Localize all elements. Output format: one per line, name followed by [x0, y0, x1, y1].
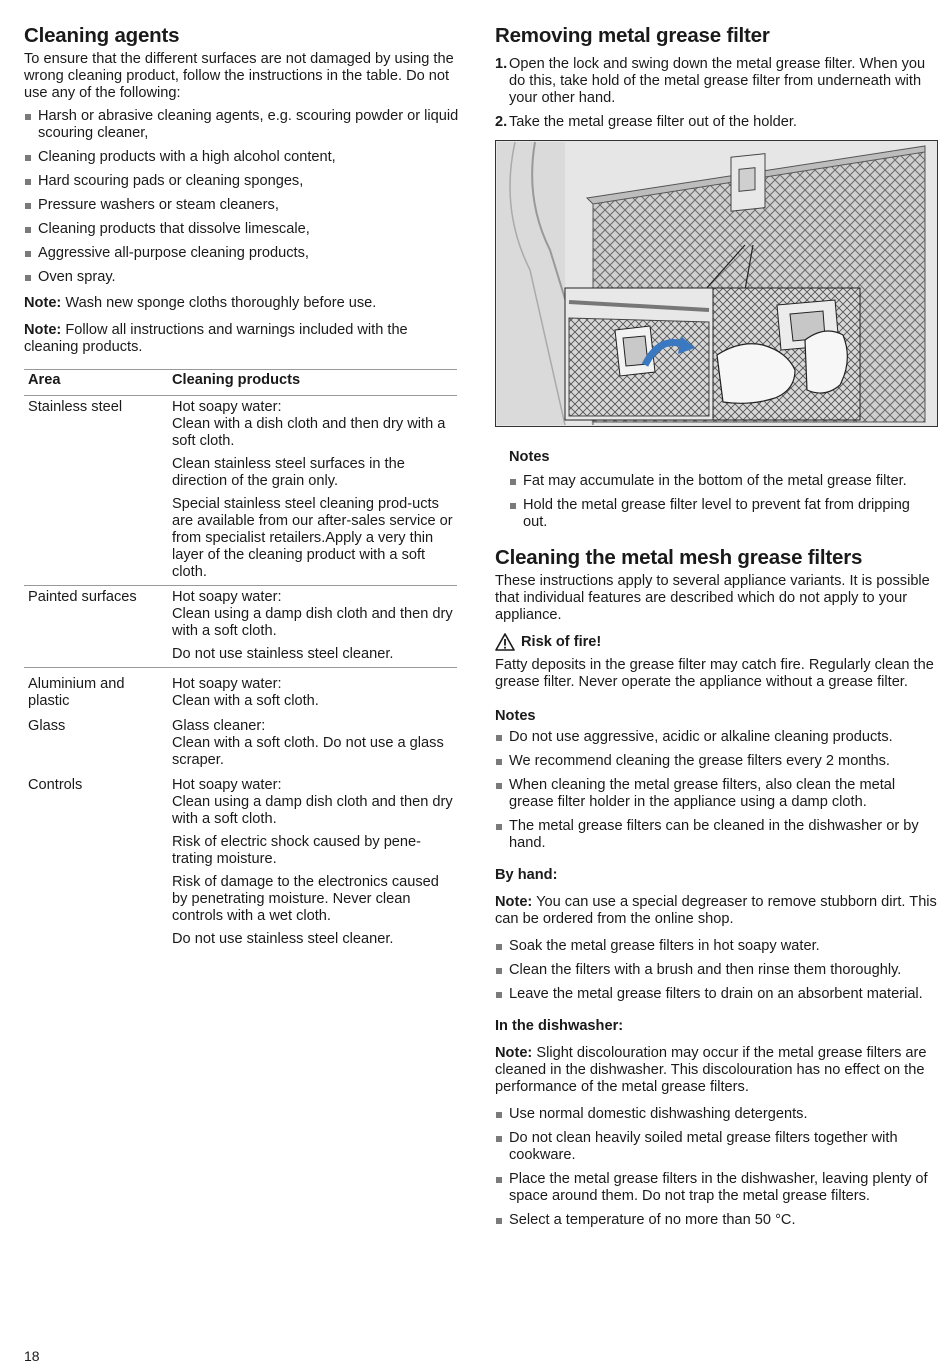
- list-item: The metal grease filters can be cleaned in the dishwasher or by hand.: [495, 818, 938, 852]
- list-item: Leave the metal grease filters to drain on an absorbent material.: [495, 986, 938, 1003]
- removing-steps: [495, 56, 938, 131]
- table-row: [24, 769, 457, 948]
- table-cell-products: [168, 396, 457, 586]
- product-paragraph: Risk of electric shock caused by pene-trating moisture.: [172, 834, 422, 867]
- product-paragraph: Hot soapy water: Clean with a dish cloth and then dry with a soft cloth.: [172, 399, 446, 449]
- by-hand-heading: By hand:: [495, 867, 558, 883]
- list-item: Place the metal grease filters in the dishwasher, leaving plenty of space around them. Do not trap the metal grease filters.: [495, 1171, 938, 1205]
- list-item: Soak the metal grease filters in hot soapy water.: [495, 938, 938, 955]
- list-item: Fat may accumulate in the bottom of the metal grease filter.: [509, 473, 938, 490]
- list-item: We recommend cleaning the grease filters every 2 months.: [495, 753, 938, 770]
- table-header-products: Cleaning products: [168, 370, 457, 396]
- list-item: Hold the metal grease filter level to prevent fat from dripping out.: [509, 497, 938, 531]
- note-text: Follow all instructions and warnings included with the cleaning products.: [24, 322, 408, 355]
- step-number: 2.: [495, 114, 508, 130]
- fire-warning-title: Risk of fire!: [521, 633, 602, 650]
- list-item: Use normal domestic dishwashing detergents.: [495, 1106, 938, 1123]
- mesh-notes-heading: Notes: [495, 708, 536, 724]
- table-cell-products: [168, 710, 457, 769]
- list-item: Select a temperature of no more than 50 °C.: [495, 1212, 938, 1229]
- list-item: Aggressive all-purpose cleaning products,: [24, 245, 464, 262]
- note-label: Note:: [495, 1045, 533, 1061]
- cleaning-agents-heading: Cleaning agents: [24, 24, 180, 47]
- warning-triangle-icon: [495, 633, 515, 651]
- table-row: [24, 396, 457, 586]
- note-text: Slight discolouration may occur if the metal grease filters are cleaned in the dishwasher. This discolouration has no effect on the performance of the metal grease filters.: [495, 1045, 927, 1095]
- table-cell-products: [168, 668, 457, 711]
- page-number: 18: [24, 1348, 40, 1364]
- product-paragraph: Do not use stainless steel cleaner.: [172, 931, 394, 947]
- left-column: [24, 0, 464, 948]
- list-item: Do not use aggressive, acidic or alkaline cleaning products.: [495, 729, 938, 746]
- by-hand-list: [495, 938, 938, 1003]
- table-row: [24, 586, 457, 668]
- note-text: Wash new sponge cloths thoroughly before use.: [65, 295, 377, 311]
- product-paragraph: Hot soapy water: Clean using a damp dish cloth and then dry with a soft cloth.: [172, 589, 453, 639]
- table-cell-area: Stainless steel: [24, 396, 168, 586]
- table-cell-area: Aluminium and plastic: [28, 676, 125, 709]
- product-paragraph: Clean stainless steel surfaces in the direction of the grain only.: [172, 456, 405, 489]
- step-text: Take the metal grease filter out of the holder.: [509, 114, 797, 130]
- grease-filter-drawing: [495, 140, 938, 427]
- table-cell-area: Controls: [28, 777, 83, 793]
- dishwasher-list: [495, 1106, 938, 1229]
- product-paragraph: Hot soapy water: Clean with a soft cloth.: [172, 676, 319, 709]
- list-item: Pressure washers or steam cleaners,: [24, 197, 464, 214]
- table-cell-products: [168, 769, 457, 948]
- table-cell-products: [168, 586, 457, 668]
- list-item: When cleaning the metal grease filters, also clean the metal grease filter holder in the appliance using a damp cloth.: [495, 777, 938, 811]
- product-paragraph: Risk of damage to the electronics caused by penetrating moisture. Never clean controls with a wet cloth.: [172, 874, 439, 924]
- fire-warning-header: [495, 633, 938, 651]
- note-instructions: [24, 322, 464, 356]
- note-label: Note:: [495, 894, 533, 910]
- table-body: [24, 396, 457, 949]
- list-item: Cleaning products that dissolve limescale,: [24, 221, 464, 238]
- cleaning-agents-intro: To ensure that the different surfaces are not damaged by using the wrong cleaning product, follow the instructions in the table. Do not use any of the following:: [24, 51, 454, 101]
- removing-filter-heading: Removing metal grease filter: [495, 24, 770, 47]
- step-item: [495, 56, 938, 107]
- dishwasher-note: [495, 1045, 938, 1096]
- table-header-row: [24, 370, 457, 396]
- table-row: [24, 668, 457, 711]
- list-item: Cleaning products with a high alcohol content,: [24, 149, 464, 166]
- note-label: Note:: [24, 322, 62, 338]
- removing-notes-heading: Notes: [509, 449, 550, 465]
- table-cell-area: Glass: [28, 718, 66, 734]
- product-paragraph: Do not use stainless steel cleaner.: [172, 646, 394, 662]
- dishwasher-heading: In the dishwasher:: [495, 1018, 624, 1034]
- note-sponge: [24, 295, 464, 312]
- note-label: Note:: [24, 295, 62, 311]
- cleaning-table: [24, 369, 457, 948]
- grease-filter-illustration: [495, 140, 938, 427]
- mesh-intro: These instructions apply to several appliance variants. It is possible that individual features are described which do not apply to your appliance.: [495, 573, 930, 623]
- by-hand-note: [495, 894, 938, 928]
- step-item: [495, 114, 938, 131]
- table-row: [24, 710, 457, 769]
- product-paragraph: Hot soapy water: Clean using a damp dish cloth and then dry with a soft cloth.: [172, 777, 453, 827]
- list-item: Oven spray.: [24, 269, 464, 286]
- product-paragraph: Glass cleaner: Clean with a soft cloth. Do not use a glass scraper.: [172, 718, 444, 768]
- step-number: 1.: [495, 56, 508, 72]
- list-item: Hard scouring pads or cleaning sponges,: [24, 173, 464, 190]
- removing-notes-list: [509, 473, 938, 531]
- list-item: Harsh or abrasive cleaning agents, e.g. scouring powder or liquid scouring cleaner,: [24, 108, 464, 142]
- removing-notes: [495, 449, 938, 531]
- step-text: Open the lock and swing down the metal grease filter. When you do this, take hold of the metal grease filter from underneath with your other hand.: [509, 56, 926, 106]
- list-item: Do not clean heavily soiled metal grease filters together with cookware.: [495, 1130, 938, 1164]
- agents-list: [24, 108, 464, 286]
- table-cell-area: Painted surfaces: [24, 586, 168, 668]
- fire-warning-text: Fatty deposits in the grease filter may catch fire. Regularly clean the grease filter. Never operate the appliance without a grease filter.: [495, 657, 934, 690]
- product-paragraph: Special stainless steel cleaning prod-ucts are available from our after-sales service or from specialist retailers.Apply a very thin layer of the cleaning product with a soft cloth.: [172, 496, 453, 580]
- mesh-filter-heading: Cleaning the metal mesh grease filters: [495, 546, 863, 569]
- list-item: Clean the filters with a brush and then rinse them thoroughly.: [495, 962, 938, 979]
- table-header-area: Area: [24, 370, 168, 396]
- note-text: You can use a special degreaser to remove stubborn dirt. This can be ordered from the online shop.: [495, 894, 937, 927]
- mesh-notes-list: [495, 729, 938, 852]
